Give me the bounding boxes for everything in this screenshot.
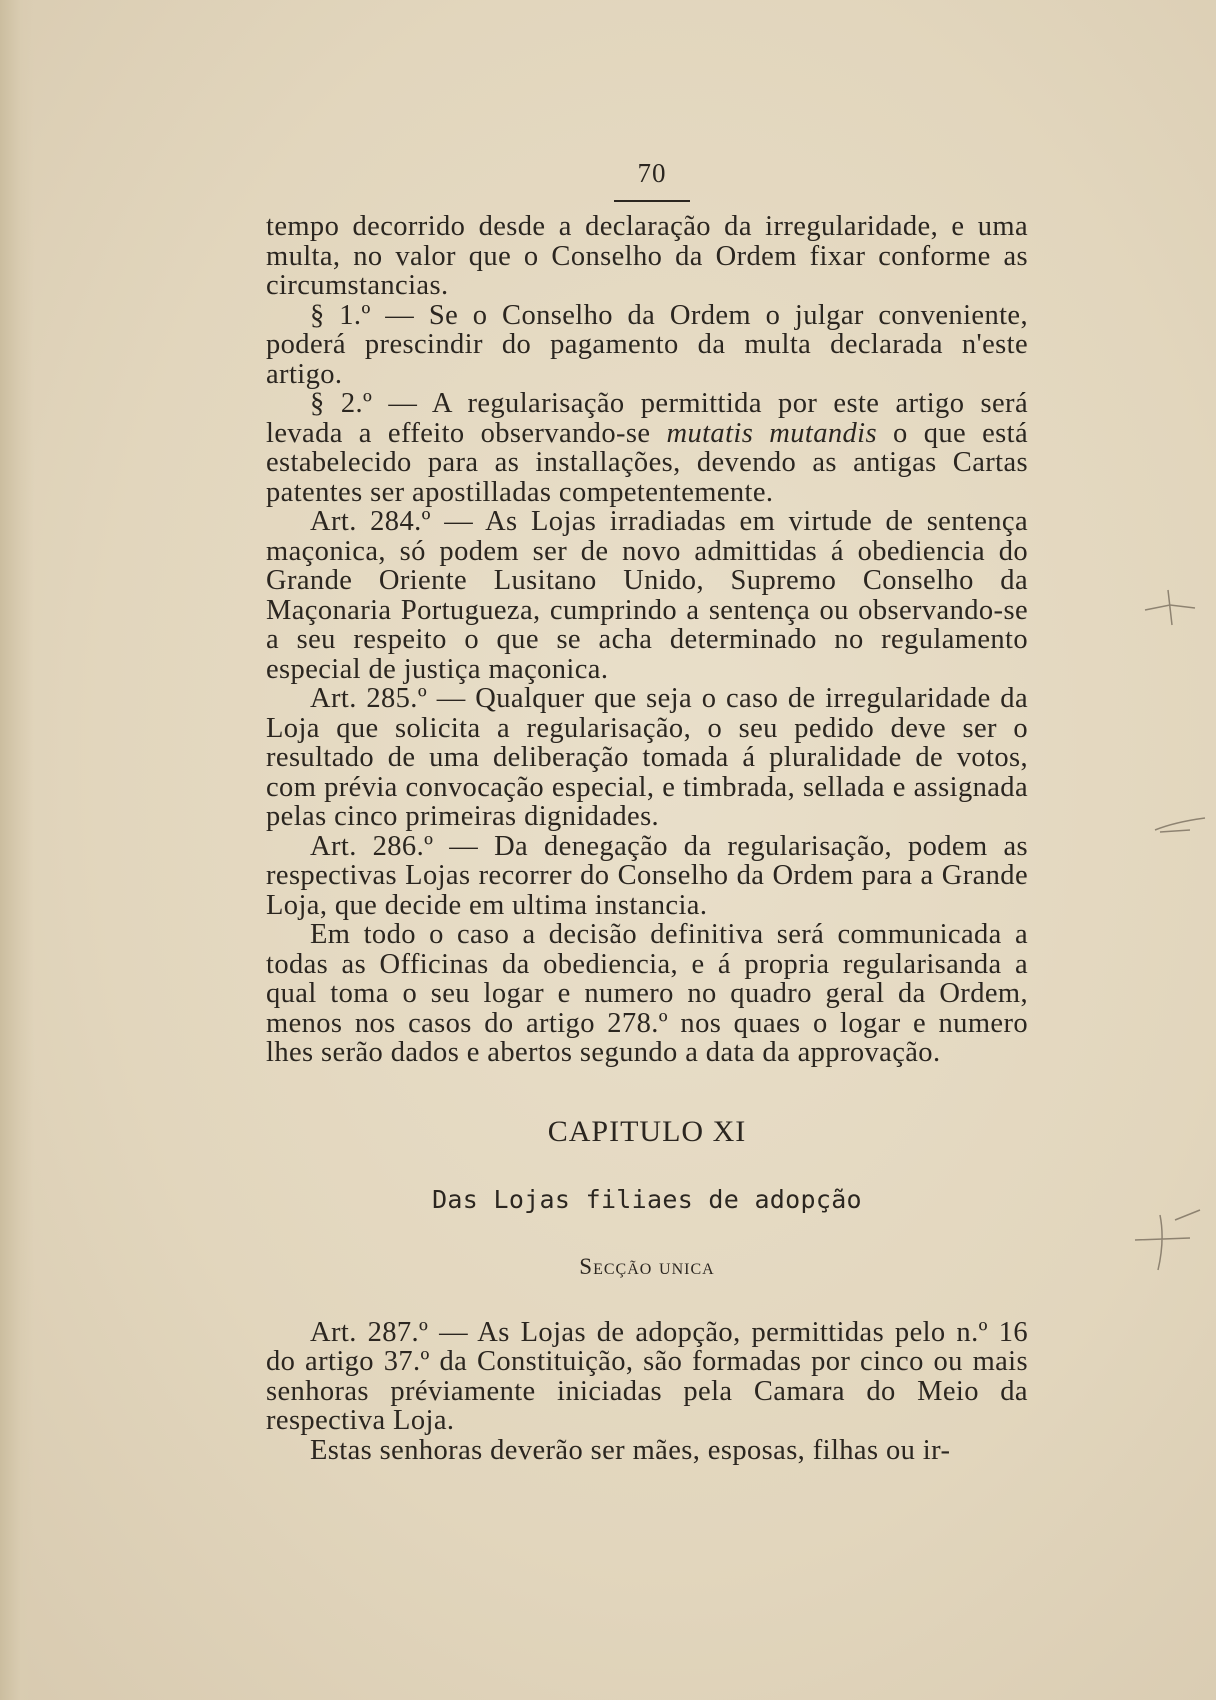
main-text — [266, 212, 1028, 1465]
chapter-title: Das Lojas filiaes de adopção — [432, 1184, 862, 1214]
latin-phrase: mutatis mutandis — [666, 417, 877, 449]
section-body — [266, 1318, 1028, 1466]
paragraph-section-2-end: o que está estabelecido para as installações, devendo as antigas Cartas patentes ser apostilladas competentemente. — [266, 417, 1028, 508]
article-285: Art. 285.º — Qualquer que seja o caso de irregularidade da Loja que solicita a regularisação, o seu pedido deve ser o resultado de uma deliberação tomada á pluralidade de votos, com prévia convocação especial, e timbrada, sellada e assignada pelas cinco primeiras dignidades. — [266, 683, 1028, 832]
paragraph-senhoras: Estas senhoras deverão ser mães, esposas, filhas ou ir- — [310, 1434, 951, 1466]
paragraph-continuation: tempo decorrido desde a declaração da irregularidade, e uma multa, no valor que o Conselho da Ordem fixar conforme as circumstancias. — [266, 211, 1028, 301]
page-number-rule — [614, 200, 690, 202]
article-286: Art. 286.º — Da denegação da regularisação, podem as respectivas Lojas recorrer do Conselho da Ordem para a Grande Loja, que decide em ultima instancia. — [266, 830, 1028, 921]
article-287: Art. 287.º — As Lojas de adopção, permittidas pelo n.º 16 do artigo 37.º da Constituição, são formadas por cinco ou mais senhoras préviamente iniciadas pela Camara do Meio da respectiva Loja. — [266, 1316, 1028, 1436]
paragraph-section-2 — [266, 389, 1028, 507]
paragraph-section-2-start: § 2.º — A regularisação permittida por este artigo será levada a effeito observando-se — [266, 388, 1028, 449]
ink-mark-3 — [1130, 1200, 1210, 1280]
ink-mark-2 — [1150, 800, 1210, 850]
paragraph-final-decision: Em todo o caso a decisão definitiva será communicada a todas as Officinas da obediencia, e á propria regularisanda a qual toma o seu logar e numero no quadro geral da Ordem, menos nos casos do artigo 278.º nos quaes o logar e numero lhes serão dados e abertos segundo a data da approvação. — [266, 919, 1028, 1068]
page-binding-edge — [0, 0, 34, 1700]
paragraph-section-1: § 1.º — Se o Conselho da Ordem o julgar conveniente, poderá prescindir do pagamento da multa declarada n'este artigo. — [266, 299, 1028, 390]
ink-mark-1 — [1140, 570, 1200, 630]
article-284: Art. 284.º — As Lojas irradiadas em virtude de sentença maçonica, só podem ser de novo admittidas á obediencia do Grande Oriente Lusitano Unido, Supremo Conselho da Maçonaria Portugueza, cumprindo a sentença ou observando-se a seu respeito o que se acha determinado no regulamento especial de justiça maçonica. — [266, 506, 1028, 685]
chapter-heading: CAPITULO XI — [547, 1114, 747, 1148]
page-number: 70 — [637, 158, 667, 188]
section-heading: Secção unica — [579, 1253, 715, 1279]
